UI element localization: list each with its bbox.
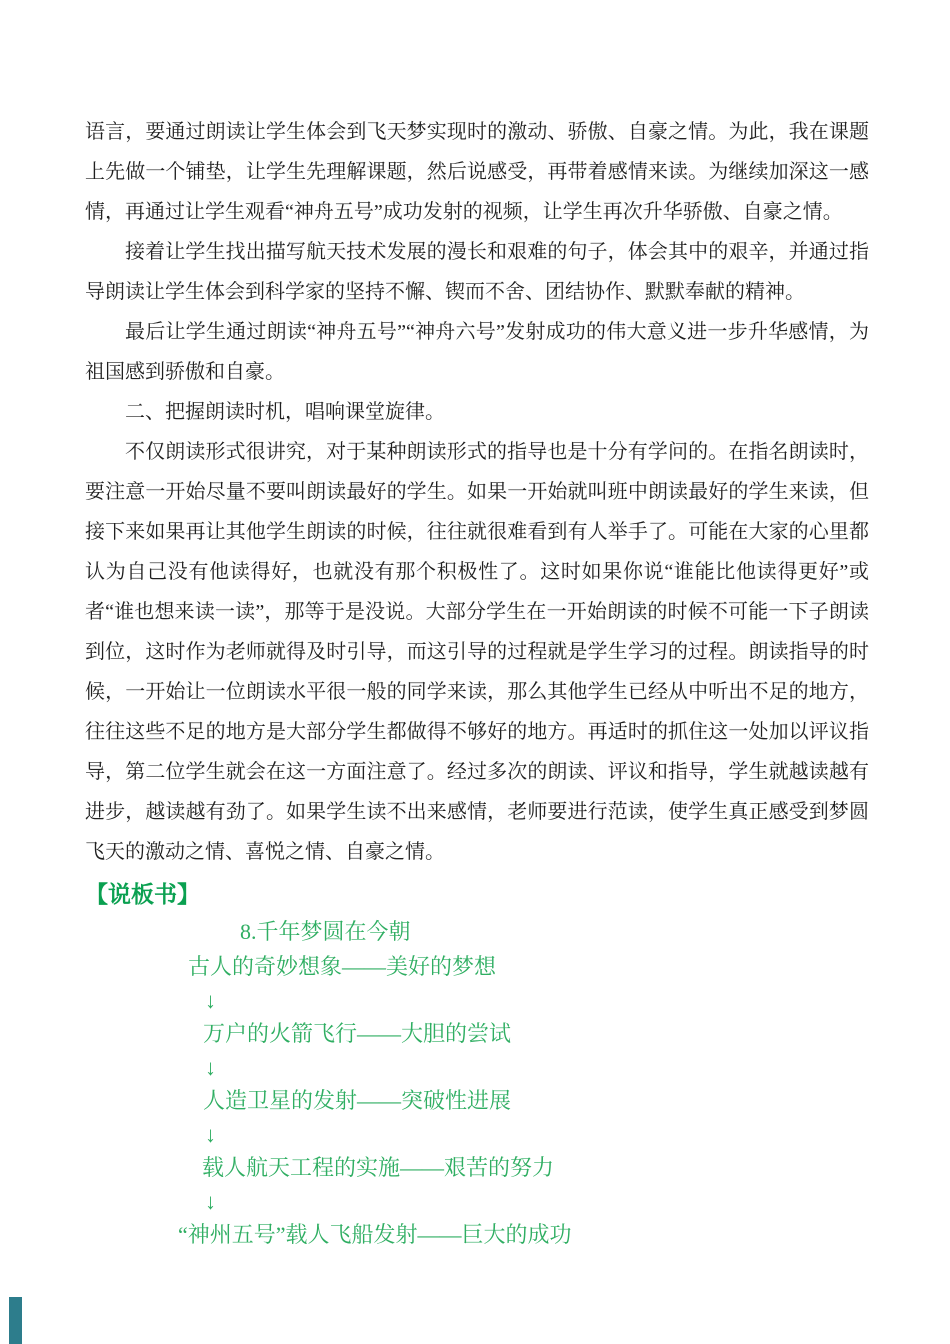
board-design [85,914,869,1252]
board-title: 8.千年梦圆在今朝 [240,919,411,944]
corner-accent-bar [9,1297,22,1344]
down-arrow-icon: ↓ [205,1122,216,1147]
paragraph-subsection-title: 二、把握朗读时机，唱响课堂旋律。 [125,401,445,423]
board-line: 载人航天工程的实施——艰苦的努力 [202,1155,555,1180]
down-arrow-icon: ↓ [205,1189,216,1214]
board-line: 万户的火箭飞行——大胆的尝试 [203,1021,512,1046]
board-line: 古人的奇妙想象——美好的梦想 [188,954,497,979]
board-line: 人造卫星的发射——突破性进展 [203,1088,512,1113]
paragraph: 不仅朗读形式很讲究，对于某种朗读形式的指导也是十分有学问的。在指名朗读时，要注意一开始尽量不要叫朗读最好的学生。如果一开始就叫班中朗读最好的学生来读，但接下来如果再让其他学生朗读的时候，往往就很难看到有人举手了。可能在大家的心里都认为自己没有他读得好，也就没有那个积极性了。这时如果你说“谁能比他读得更好”或者“谁也想来读一读”，那等于是没说。大部分学生在一开始朗读的时候不可能一下子朗读到位，这时作为老师就得及时引导，而这引导的过程就是学生学习的过程。朗读指导的时候，一开始让一位朗读水平很一般的同学来读，那么其他学生已经从中听出不足的地方，往往这些不足的地方是大部分学生都做得不够好的地方。再适时的抓住这一处加以评议指导，第二位学生就会在这一方面注意了。经过多次的朗读、评议和指导，学生就越读越有进步，越读越有劲了。如果学生读不出来感情，老师要进行范读，使学生真正感受到梦圆飞天的激动之情、喜悦之情、自豪之情。 [85,441,869,863]
paragraph: 最后让学生通过朗读“神舟五号”“神舟六号”发射成功的伟大意义进一步升华感情，为祖国感到骄傲和自豪。 [85,321,869,383]
down-arrow-icon: ↓ [205,988,216,1013]
paragraph-continuation: 语言，要通过朗读让学生体会到飞天梦实现时的激动、骄傲、自豪之情。为此，我在课题上先做一个铺垫，让学生先理解课题，然后说感受，再带着感情来读。为继续加深这一感情，再通过让学生观看“神舟五号”成功发射的视频，让学生再次升华骄傲、自豪之情。 [85,121,869,223]
paragraph: 接着让学生找出描写航天技术发展的漫长和艰难的句子，体会其中的艰辛，并通过指导朗读让学生体会到科学家的坚持不懈、锲而不舍、团结协作、默默奉献的精神。 [85,241,869,303]
down-arrow-icon: ↓ [205,1055,216,1080]
board-line: “神州五号”载人飞船发射——巨大的成功 [178,1222,572,1247]
section-heading-board-notes: 【说板书】 [85,882,200,907]
